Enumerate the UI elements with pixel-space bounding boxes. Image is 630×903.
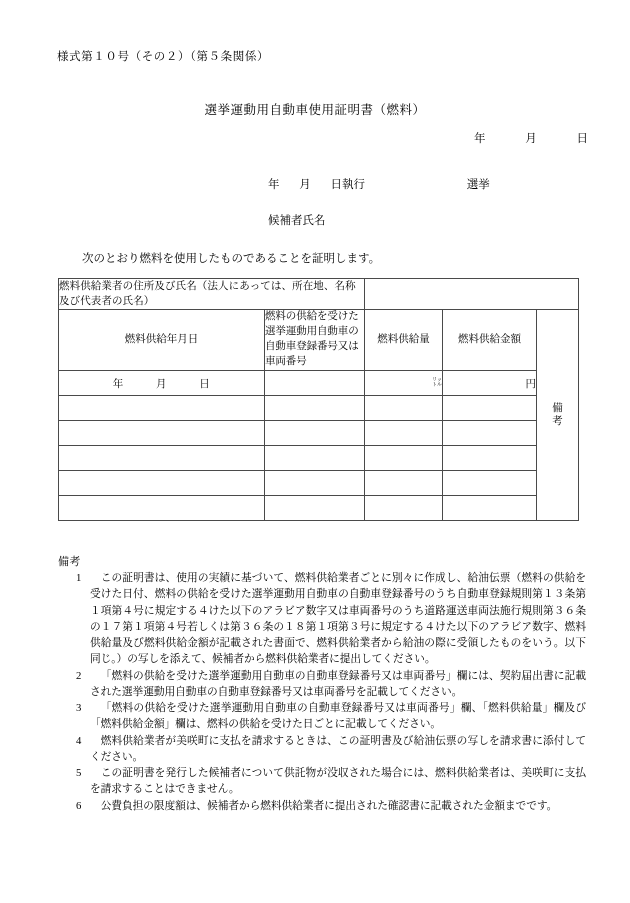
cell-quantity[interactable] (365, 446, 443, 471)
note-number: 1 (76, 572, 82, 584)
cell-amount[interactable] (443, 446, 537, 471)
cell-vehicle-number[interactable] (265, 471, 365, 496)
col-header-vehicle-number: 燃料の供給を受けた選挙運動用自動車の自動車登録番号又は車両番号 (265, 310, 365, 371)
note-item (58, 700, 586, 733)
date-month: 月 (156, 378, 167, 390)
note-text: 「燃料の供給を受けた選挙運動用自動車の自動車登録番号又は車両番号」欄には、契約届出書に記載された選挙運動用自動車の自動車登録番号又は車両番号を記載してください。 (90, 669, 586, 698)
remarks-char-1: 備 (552, 402, 563, 414)
candidate-name-label: 候補者氏名 (268, 215, 326, 227)
col-header-remarks (537, 310, 579, 521)
col-header-quantity: 燃料供給量 (365, 310, 443, 371)
note-text: 燃料供給業者が美咲町に支払を請求するときは、この証明書及び給油伝票の写しを請求書に添付してください。 (90, 734, 586, 763)
amount-unit-yen: 円 (525, 378, 536, 390)
note-text: 公費負担の限度額は、候補者から燃料供給業者に提出された確認書に記載された金額までです。 (100, 799, 558, 812)
table-row (59, 421, 579, 446)
date-year: 年 (112, 378, 124, 390)
note-item (58, 765, 586, 798)
quantity-unit-line-2: トル (431, 382, 442, 388)
issue-date-year: 年 (474, 133, 486, 145)
cell-vehicle-number[interactable] (265, 446, 365, 471)
cell-supply-date[interactable] (59, 471, 265, 496)
note-text: この証明書は、使用の実績に基づいて、燃料供給業者ごとに別々に作成し、給油伝票（燃料の供給を受けた日付、燃料の供給を受けた選挙運動用自動車の自動車登録番号のうち自動車登録規則第１３条第１項第４号に規定する４けた以下のアラビア数字又は車両番号のうち道路運送車両法施行規則第３６条の１７第１項第４号若しくは第３６条の１８第１項第３号に規定する４けた以下のアラビア数字、燃料供給量及び燃料供給金額が記載された書面で、燃料供給業者から給油の際に受領したものをいう。以下同じ。）の写しを添えて、候補者から燃料供給業者に提出してください。 (90, 572, 586, 666)
table-row (59, 496, 579, 521)
supplier-label-cell: 燃料供給業者の住所及び氏名（法人にあっては、所在地、名称及び代表者の氏名） (59, 279, 365, 310)
fuel-usage-table-wrapper (58, 278, 578, 521)
note-number: 3 (76, 702, 82, 715)
note-number: 6 (76, 799, 82, 812)
date-day: 日 (199, 378, 211, 390)
cell-amount[interactable] (443, 471, 537, 496)
cell-quantity[interactable] (365, 396, 443, 421)
issue-date-line (0, 130, 588, 146)
cell-amount[interactable] (443, 371, 537, 396)
table-row (59, 471, 579, 496)
col-header-amount: 燃料供給金額 (443, 310, 537, 371)
fuel-usage-table (58, 278, 579, 521)
supplier-row (59, 279, 579, 310)
issue-date-month: 月 (525, 133, 537, 145)
notes-section (58, 553, 586, 814)
exec-month: 月 (299, 179, 311, 191)
cell-supply-date[interactable] (59, 396, 265, 421)
remarks-char-2: 考 (552, 415, 563, 427)
note-item (58, 798, 586, 814)
notes-heading: 備考 (58, 556, 81, 568)
cell-supply-date[interactable] (59, 446, 265, 471)
form-number: 様式第１０号（その２）（第５条関係） (57, 51, 270, 63)
quantity-unit-liters (432, 378, 442, 388)
exec-day: 日執行 (330, 179, 365, 191)
quantity-unit-line-1: リッ (432, 377, 442, 383)
cell-amount[interactable] (443, 496, 537, 521)
table-row (59, 396, 579, 421)
note-number: 2 (76, 669, 82, 682)
cell-amount[interactable] (443, 396, 537, 421)
table-header-row (59, 310, 579, 371)
note-text: この証明書を発行した候補者について供託物が没収された場合には、燃料供給業者は、美咲町に支払を請求することはできません。 (90, 767, 586, 796)
cell-amount[interactable] (443, 421, 537, 446)
document-title: 選挙運動用自動車使用証明書（燃料） (204, 103, 426, 117)
note-text: 「燃料の供給を受けた選挙運動用自動車の自動車登録番号又は車両番号」欄、「燃料供給量」欄及び「燃料供給金額」欄は、燃料の供給を受けた日ごとに記載してください。 (90, 702, 586, 731)
cell-vehicle-number[interactable] (265, 421, 365, 446)
cell-vehicle-number[interactable] (265, 396, 365, 421)
col-header-supply-date: 燃料供給年月日 (59, 310, 265, 371)
cell-supply-date[interactable] (59, 496, 265, 521)
table-row (59, 371, 579, 396)
note-number: 5 (76, 767, 82, 780)
cell-supply-date[interactable] (59, 371, 265, 396)
election-execution-line (268, 176, 490, 192)
cell-quantity[interactable] (365, 371, 443, 396)
cell-quantity[interactable] (365, 421, 443, 446)
note-item (58, 733, 586, 766)
supplier-value-cell[interactable] (365, 279, 579, 310)
note-number: 4 (76, 734, 82, 747)
cell-supply-date[interactable] (59, 421, 265, 446)
note-item (58, 570, 586, 668)
note-item (58, 668, 586, 701)
exec-year: 年 (268, 179, 280, 191)
cell-quantity[interactable] (365, 496, 443, 521)
certification-statement: 次のとおり燃料を使用したものであることを証明します。 (82, 253, 381, 265)
remarks-vertical-text (552, 402, 563, 428)
cell-vehicle-number[interactable] (265, 371, 365, 396)
cell-vehicle-number[interactable] (265, 496, 365, 521)
table-row (59, 446, 579, 471)
issue-date-day: 日 (576, 133, 588, 145)
election-label: 選挙 (466, 179, 490, 191)
cell-quantity[interactable] (365, 471, 443, 496)
